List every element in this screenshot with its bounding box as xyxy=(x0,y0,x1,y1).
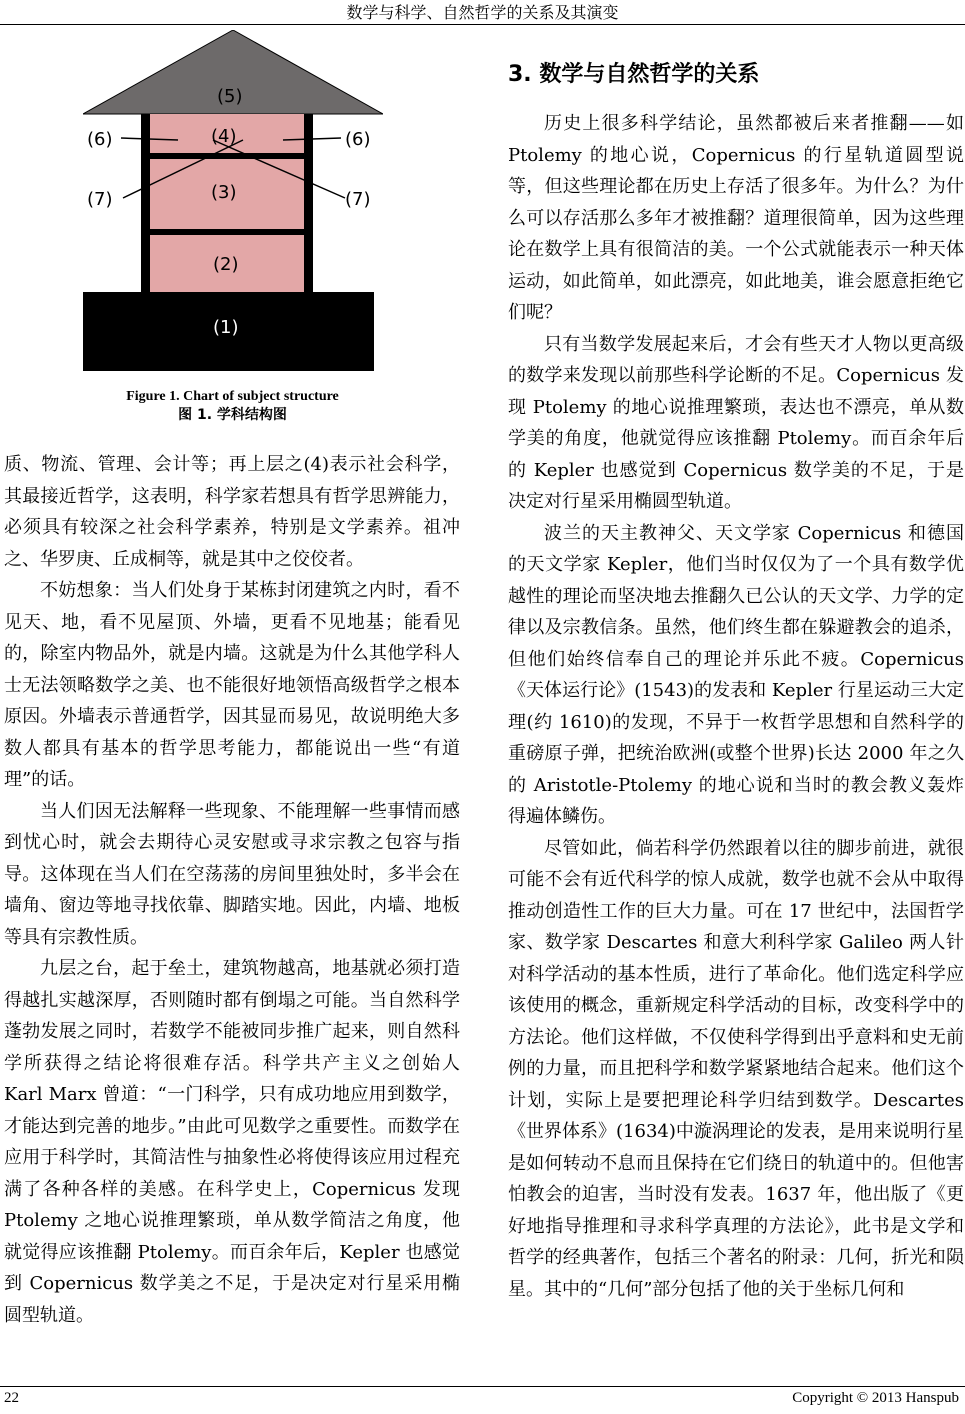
label-6-left: (6) xyxy=(87,129,113,150)
paragraph: 波兰的天主教神父、天文学家 Copernicus 和德国的天文学家 Kepler，他们当时仅仅为了一个具有数学优越性的理论而坚决地去推翻久已公认的天文学、力学的定律以及宗教信条。虽然，他们终生都在躲避教会的追杀，但他们始终信奉自己的理论并乐此不疲。Copernicus《天体运行论》(1543)的发表和 Kepler 行星运动三大定理(约 1610)的发现，不异于一枚哲学思想和自然科学的重磅原子弹，把统治欧洲(或整个世界)长达 2000 年之久的 Aristotle-Ptolemy 的地心说和当时的教会教义轰炸得遍体鳞伤。 xyxy=(508,522,964,827)
label-5: (5) xyxy=(217,86,243,107)
subject-structure-figure xyxy=(83,30,383,380)
label-3: (3) xyxy=(211,182,237,203)
label-4: (4) xyxy=(211,126,237,147)
label-7-left: (7) xyxy=(87,189,113,210)
figure-caption-english: Figure 1. Chart of subject structure xyxy=(126,389,339,404)
left-column xyxy=(4,449,460,1331)
label-1: (1) xyxy=(213,317,239,338)
footer-rule xyxy=(0,1386,965,1387)
left-pillar xyxy=(141,114,150,292)
paragraph: 尽管如此，倘若科学仍然跟着以往的脚步前进，就很可能不会有近代科学的惊人成就，数学也就不会从中取得推动创造性工作的巨大力量。可在 17 世纪中，法国哲学家、数学家 Descartes 和意大利科学家 Galileo 两人针对科学活动的基本性质，进行了革命化。他们选定科学应该使用的概念，重新规定科学活动的目标，改变科学中的方法论。他们这样做，不仅使科学得到出乎意料和史无前例的力量，而且把科学和数学紧紧地结合起来。他们这个计划，实际上是要把理论科学归结到数学。Descartes《世界体系》(1634)中漩涡理论的发表，是用来说明行星是如何转动不息而且保持在它们绕日的轨道中的。但他害怕教会的迫害，当时没有发表。1637 年，他出版了《更好地指导推理和寻求科学真理的方法论》，此书是文学和哲学的经典著作，包括三个著名的附录：几何，折光和陨星。其中的“几何”部分包括了他的关于坐标几何和 xyxy=(508,837,964,1300)
running-header: 数学与科学、自然哲学的关系及其演变 xyxy=(0,0,965,25)
paragraph: 当人们因无法解释一些现象、不能理解一些事情而感到忧心时，就会去期待心灵安慰或寻求宗教之包容与指导。这体现在当人们在空荡荡的房间里独处时，多半会在墙角、窗边等地寻找依靠、脚踏实地。因此，内墙、地板等具有宗教性质。 xyxy=(4,800,460,948)
page-number: 22 xyxy=(4,1390,19,1406)
beam-middle xyxy=(141,229,313,235)
paragraph: 不妨想象：当人们处身于某栋封闭建筑之内时，看不见天、地，看不见屋顶、外墙，更看不见地基；能看见的，除室内物品外，就是内墙。这就是为什么其他学科人士无法领略数学之美、也不能很好地领悟高级哲学之根本原因。外墙表示普通哲学，因其显而易见，故说明绝大多数人都具有基本的哲学思考能力，都能说出一些“有道理”的话。 xyxy=(4,580,460,790)
label-6-right: (6) xyxy=(345,129,371,150)
right-column xyxy=(508,108,964,1305)
paragraph: 历史上很多科学结论，虽然都被后来者推翻——如 Ptolemy 的地心说，Copernicus 的行星轨道圆型说等，但这些理论都在历史上存活了很多年。为什么？为什么可以存活那么多年才被推翻？道理很简单，因为这些理论在数学上具有很简洁的美。一个公式就能表示一种天体运动，如此简单，如此漂亮，如此地美，谁会愿意拒绝它们呢？ xyxy=(508,113,964,323)
paragraph: 只有当数学发展起来后，才会有些天才人物以更高级的数学来发现以前那些科学论断的不足。Copernicus 发现 Ptolemy 的地心说推理繁琐，表达也不漂亮，单从数学美的角度，他就觉得应该推翻 Ptolemy。而百余年后的 Kepler 也感觉到 Copernicus 数学美的不足，于是决定对行星采用椭圆型轨道。 xyxy=(508,333,964,512)
label-2: (2) xyxy=(213,254,239,275)
paragraph: 质、物流、管理、会计等；再上层之(4)表示社会科学，其最接近哲学，这表明，科学家若想具有哲学思辨能力，必须具有较深之社会科学素养，特别是文学素养。祖冲之、华罗庚、丘成桐等，就是其中之佼佼者。 xyxy=(4,454,460,570)
label-7-right: (7) xyxy=(345,189,371,210)
copyright-notice: Copyright © 2013 Hanspub xyxy=(792,1390,959,1406)
section-heading: 3. 数学与自然哲学的关系 xyxy=(508,62,760,87)
paragraph: 九层之台，起于垒土，建筑物越高，地基就必须打造得越扎实越深厚，否则随时都有倒塌之可能。当自然科学蓬勃发展之同时，若数学不能被同步推广起来，则自然科学所获得之结论将很难存活。科学共产主义之创始人 Karl Marx 曾道：“一门科学，只有成功地应用到数学，才能达到完善的地步。”由此可见数学之重要性。而数学在应用于科学时，其简洁性与抽象性必将使得该应用过程充满了各种各样的美感。在科学史上，Copernicus 发现 Ptolemy 之地心说推理繁琐，单从数学简洁之角度，他就觉得应该推翻 Ptolemy。而百余年后，Kepler 也感觉到 Copernicus 数学美之不足，于是决定对行星采用椭圆型轨道。 xyxy=(4,958,460,1326)
building-diagram xyxy=(83,30,383,380)
figure-caption-chinese: 图 1. 学科结构图 xyxy=(178,407,287,423)
beam-top xyxy=(141,153,313,159)
right-pillar xyxy=(304,114,313,292)
